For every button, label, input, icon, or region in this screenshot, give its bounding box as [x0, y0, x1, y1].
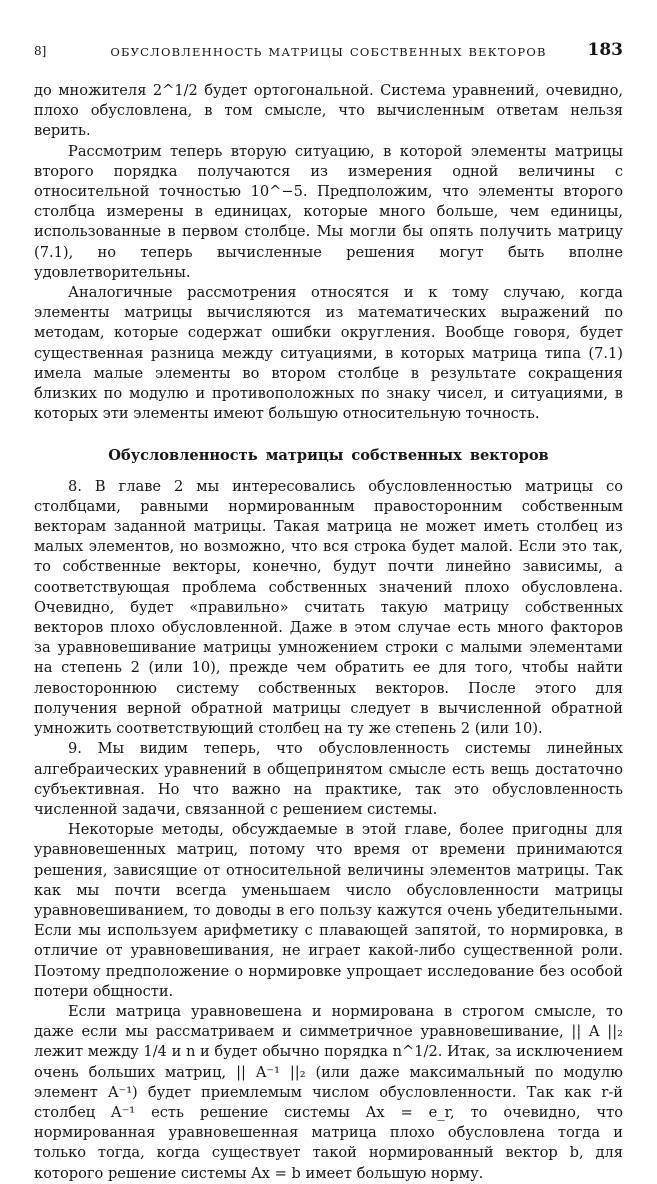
running-title: ОБУСЛОВЛЕННОСТЬ МАТРИЦЫ СОБСТВЕННЫХ ВЕКТОРОВ	[110, 45, 547, 59]
paragraph-second-situation: Рассмотрим теперь вторую ситуацию, в которой элементы матрицы второго порядка получаются из измерения одной величины с относительной точностью 10^−5. Предположим, что элементы второго столбца измерены в единицах, которые много больше, чем единицы, использованные в первом столбце. Мы могли бы опять получить матрицу (7.1), но теперь вычисленные решения могут быть вполне удовлетворительны.	[34, 142, 623, 281]
paragraph-rounding-errors: Аналогичные рассмотрения относятся и к тому случаю, когда элементы матрицы вычисляются из математических выражений по методам, которые содержат ошибки округления. Вообще говоря, будет существенная разница между ситуациями, в которых матрица типа (7.1) имела малые элементы во втором столбце в результате сокращения близких по модулю и противоположных по знаку чисел, и ситуациями, в которых эти элементы имеют большую относительную точность.	[34, 284, 623, 423]
body-text	[34, 81, 623, 1184]
page-number: 183	[587, 40, 623, 60]
paragraph-8: 8. В главе 2 мы интересовались обусловленностью матрицы со столбцами, равными нормированным правосторонним собственным векторам заданной матрицы. Такая матрица не может иметь столбец из малых элементов, но возможно, что вся строка будет малой. Если это так, то собственные векторы, конечно, будут почти линейно зависимы, а соответствующая проблема собственных значений плохо обусловлена. Очевидно, будет «правильно» считать такую матрицу собственных векторов плохо обусловленной. Даже в этом случае есть много факторов за уравновешивание матрицы умножением строки с малыми элементами на степень 2 (или 10), прежде чем обратить ее для того, чтобы найти левостороннюю систему собственных векторов. После этого для получения верной обратной матрицы следует в вычисленной обратной умножить соответствующий столбец на ту же степень 2 (или 10).	[34, 477, 623, 738]
paragraph-9: 9. Мы видим теперь, что обусловленность системы линейных алгебраических уравнений в общепринятом смысле есть вещь достаточно субъективная. Но что важно на практике, так это обусловленность численной задачи, связанной с решением системы.	[34, 740, 623, 818]
page-header	[34, 40, 623, 62]
section-number: 8]	[34, 44, 47, 58]
paragraph-methods: Некоторые методы, обсуждаемые в этой главе, более пригодны для уравновешенных матриц, потому что время от времени принимаются решения, зависящие от относительной величины элементов матрицы. Так как мы почти всегда уменьшаем число обусловленности матрицы уравновешиванием, то доводы в его пользу кажутся очень убедительными. Если мы используем арифметику с плавающей запятой, то нормировка, в отличие от уравновешивания, не играет какой-либо существенной роли. Поэтому предположение о нормировке упрощает исследование без особой потери общности.	[34, 821, 623, 1000]
paragraph-balanced-normalized: Если матрица уравновешена и нормирована в строгом смысле, то даже если мы рассматриваем и симметричное уравновешивание, || A ||₂ лежит между 1/4 и n и будет обычно порядка n^1/2. Итак, за исключением очень больших матриц, || A⁻¹ ||₂ (или даже максимальный по модулю элемент A⁻¹) будет приемлемым числом обусловленности. Так как r-й столбец A⁻¹ есть решение системы Ax = e_r, то очевидно, что нормированная уравновешенная матрица плохо обусловлена тогда и только тогда, когда существует такой нормированный вектор b, для которого решение системы Ax = b имеет большую норму.	[34, 1002, 623, 1182]
paragraph-continuation: до множителя 2^1/2 будет ортогональной. Система уравнений, очевидно, плохо обусловлена, в том смысле, что вычисленным ответам нельзя верить.	[34, 82, 623, 140]
section-heading: Обусловленность матрицы собственных векторов	[108, 447, 549, 465]
